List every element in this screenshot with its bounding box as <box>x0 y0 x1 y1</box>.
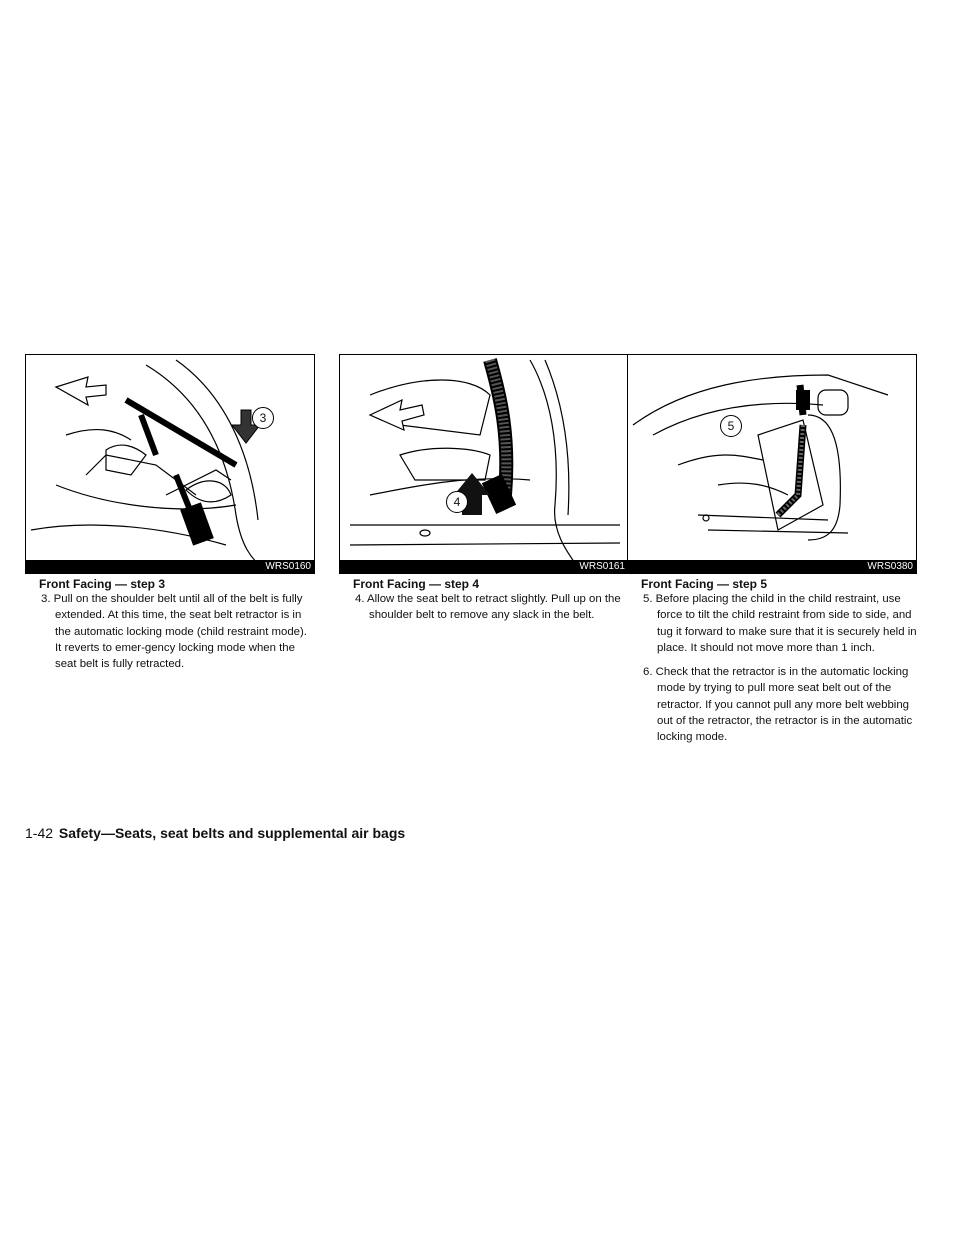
step-6-text: 6. Check that the retractor is in the automatic locking mode by trying to pull more seat belt out of the retractor. If you cannot pull any more belt webbing out of the retractor, the retractor is in the automatic locking mode. <box>643 666 913 744</box>
figure-code: WRS0160 <box>265 561 311 572</box>
illustration-tilt-child-restraint <box>628 355 916 573</box>
step-3-text: 3. Pull on the shoulder belt until all of the belt is fully extended. At this time, the seat belt retractor is in the automatic locking mode (child restraint mode). It reverts to emer-gency locking mode when the seat belt is fully retracted. <box>41 593 307 671</box>
figure-front-facing-step-5 <box>627 354 917 574</box>
figure-caption: Front Facing — step 5 <box>641 577 768 591</box>
page-number: 1-42 <box>25 825 54 841</box>
step-5-text: 5. Before placing the child in the child restraint, use force to tilt the child restraint from side to side, and tug it forward to make sure that it is securely held in place. It should not move more than 1 inch. <box>643 593 917 654</box>
figure-front-facing-step-3 <box>25 354 315 574</box>
column-step-4 <box>339 354 629 624</box>
callout-4: 4 <box>446 491 468 513</box>
illustration-retract-belt <box>340 355 628 573</box>
figure-caption: Front Facing — step 4 <box>353 577 480 591</box>
figure-code: WRS0380 <box>867 561 913 572</box>
callout-5: 5 <box>720 415 742 437</box>
step-4-text: 4. Allow the seat belt to retract slightly. Pull up on the shoulder belt to remove any slack in the belt. <box>355 593 621 622</box>
figure-caption: Front Facing — step 3 <box>39 577 166 591</box>
column-step-3 <box>25 354 315 672</box>
illustration-pull-shoulder-belt <box>26 355 314 573</box>
callout-3: 3 <box>252 407 274 429</box>
figure-code: WRS0161 <box>579 561 625 572</box>
column-step-5-6 <box>627 354 917 746</box>
figure-front-facing-step-4 <box>339 354 629 574</box>
page-footer <box>25 825 405 841</box>
section-title: Safety—Seats, seat belts and supplemental air bags <box>58 825 406 841</box>
